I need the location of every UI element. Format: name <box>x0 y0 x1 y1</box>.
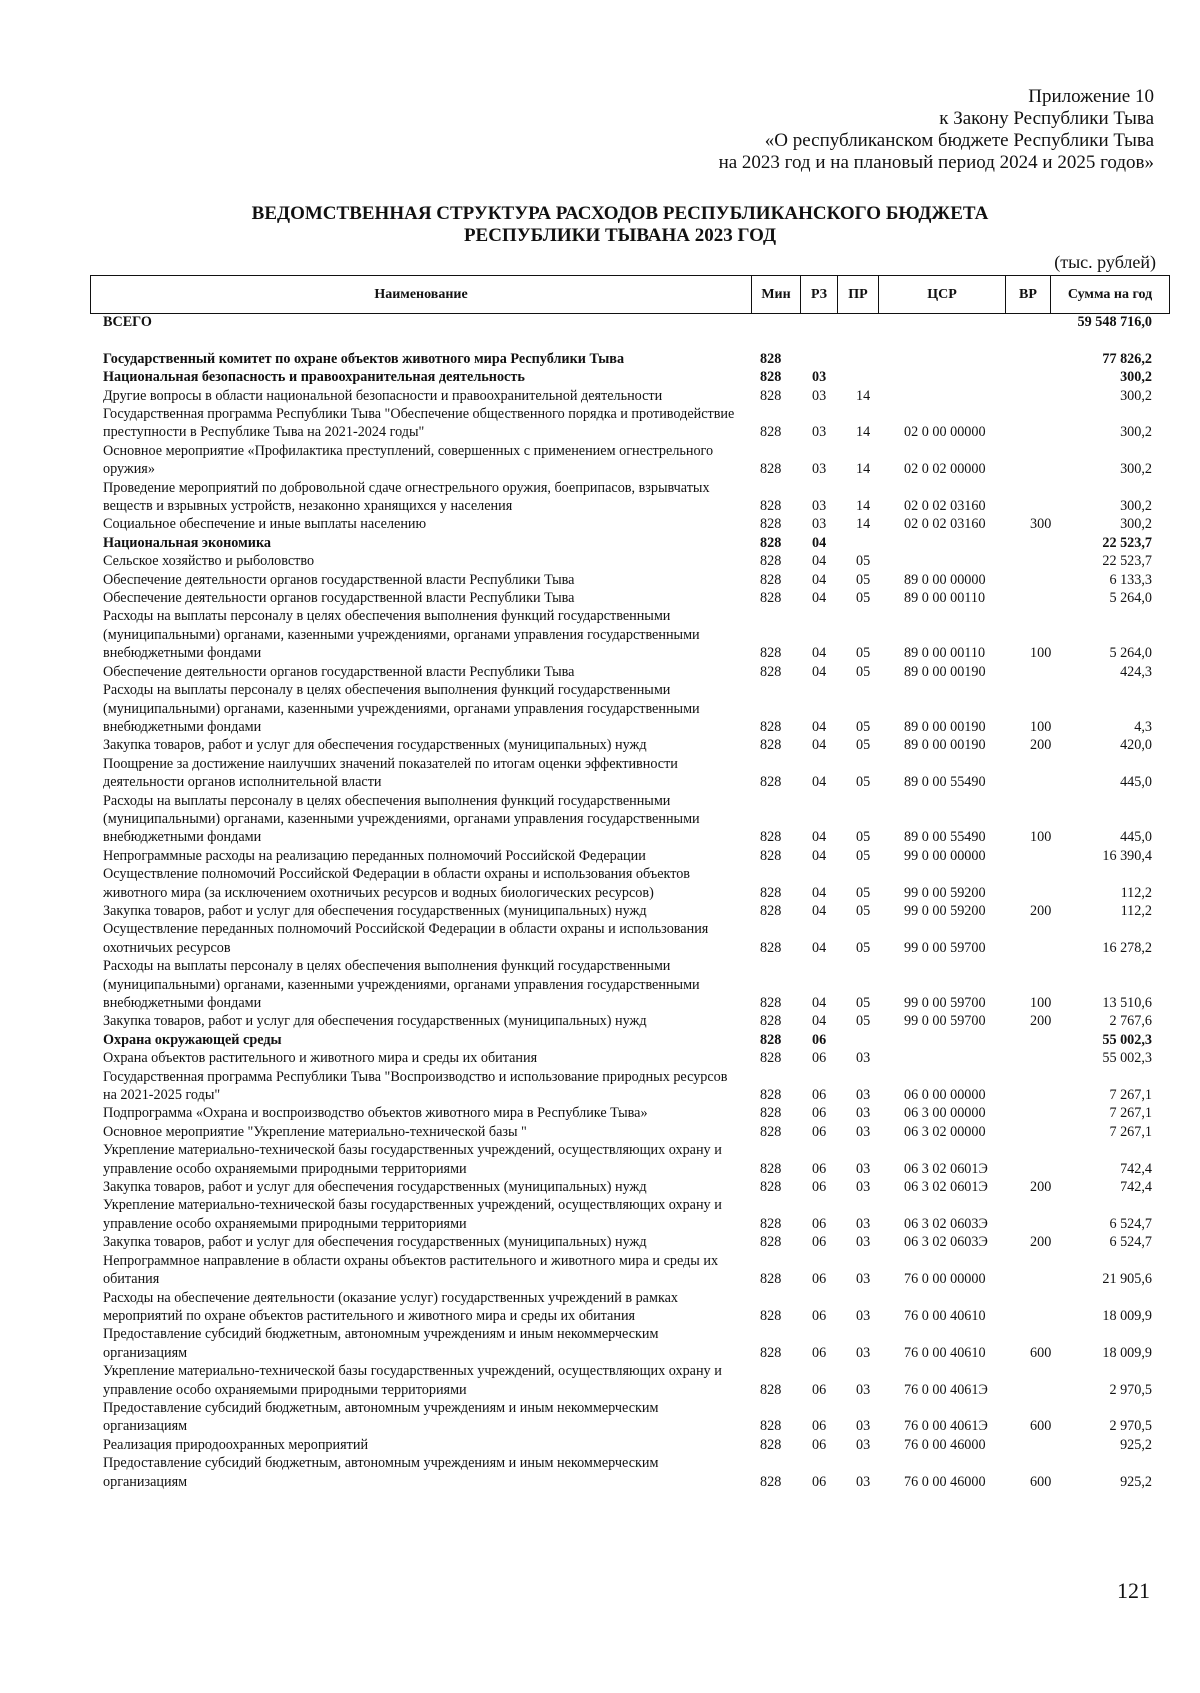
cell-rz: 06 <box>812 1344 827 1361</box>
cell-pr: 03 <box>856 1160 871 1177</box>
table-row <box>0 405 1200 442</box>
cell-min: 828 <box>760 1436 782 1453</box>
cell-name: Обеспечение деятельности органов государственной власти Республики Тыва <box>103 590 575 607</box>
cell-min: 828 <box>760 424 782 441</box>
cell-pr: 03 <box>856 1123 871 1140</box>
cell-min: 828 <box>760 1179 782 1196</box>
cell-csr: 99 0 00 59200 <box>904 884 986 901</box>
cell-sum: 5 264,0 <box>1109 590 1152 607</box>
table-row <box>0 1289 1200 1326</box>
cell-name: Расходы на выплаты персоналу в целях обеспечения выполнения функций государственными (муниципальными) органами, казенными учреждениями, органами управления государственными внебюджетными фондами <box>103 792 700 846</box>
table-row <box>0 755 1200 792</box>
cell-name: Обеспечение деятельности органов государственной власти Республики Тыва <box>103 663 575 680</box>
cell-min: 828 <box>760 902 782 919</box>
cell-csr: 06 3 02 0601Э <box>904 1160 988 1177</box>
cell-csr: 89 0 00 00190 <box>904 718 986 735</box>
table-row <box>0 1454 1200 1491</box>
cell-name: Укрепление материально-технической базы государственных учреждений, осуществляющих охрану и управление особо охраняемыми природными территориями <box>103 1197 722 1232</box>
appendix-line: Приложение 10 <box>1028 86 1154 107</box>
cell-csr: 02 0 00 00000 <box>904 424 986 441</box>
cell-rz: 06 <box>812 1473 827 1490</box>
cell-name: Расходы на выплаты персоналу в целях обеспечения выполнения функций государственными (муниципальными) органами, казенными учреждениями, органами управления государственными внебюджетными фондами <box>103 958 700 1012</box>
cell-name: Реализация природоохранных мероприятий <box>103 1436 369 1453</box>
cell-sum: 420,0 <box>1120 737 1152 754</box>
cell-name: Предоставление субсидий бюджетным, автономным учреждениям и иным некоммерческим организациям <box>103 1326 659 1361</box>
cell-csr: 02 0 02 03160 <box>904 498 986 515</box>
cell-pr: 05 <box>856 902 871 919</box>
table-row <box>0 1012 1200 1030</box>
cell-vr: 300 <box>1030 516 1052 533</box>
cell-pr: 03 <box>856 1215 871 1232</box>
cell-rz: 03 <box>812 369 827 386</box>
cell-sum: 2 970,5 <box>1109 1381 1152 1398</box>
header-pr: ПР <box>838 276 879 313</box>
cell-csr: 89 0 00 55490 <box>904 774 986 791</box>
cell-vr: 100 <box>1030 995 1052 1012</box>
cell-sum: 5 264,0 <box>1109 645 1152 662</box>
cell-csr: 99 0 00 59700 <box>904 939 986 956</box>
cell-rz: 04 <box>812 774 827 791</box>
table-row <box>0 607 1200 662</box>
cell-name: Укрепление материально-технической базы государственных учреждений, осуществляющих охрану и управление особо охраняемыми природными территориями <box>103 1142 722 1177</box>
table-row <box>0 1252 1200 1289</box>
cell-vr: 200 <box>1030 1179 1052 1196</box>
cell-csr: 02 0 02 03160 <box>904 516 986 533</box>
cell-csr: 89 0 00 55490 <box>904 829 986 846</box>
cell-vr: 200 <box>1030 1234 1052 1251</box>
table-row <box>0 368 1200 386</box>
cell-min: 828 <box>760 590 782 607</box>
cell-csr: 99 0 00 00000 <box>904 847 986 864</box>
cell-csr: 76 0 00 46000 <box>904 1473 986 1490</box>
cell-min: 828 <box>760 829 782 846</box>
cell-rz: 06 <box>812 1179 827 1196</box>
table-row <box>0 479 1200 516</box>
cell-min: 828 <box>760 1271 782 1288</box>
cell-sum: 59 548 716,0 <box>1077 314 1152 330</box>
cell-min: 828 <box>760 774 782 791</box>
cell-min: 828 <box>760 1105 782 1122</box>
cell-sum: 13 510,6 <box>1102 995 1152 1012</box>
cell-csr: 76 0 00 00000 <box>904 1271 986 1288</box>
document-title <box>0 203 1200 247</box>
cell-csr: 06 3 00 00000 <box>904 1105 986 1122</box>
cell-vr: 100 <box>1030 718 1052 735</box>
cell-name: Подпрограмма «Охрана и воспроизводство объектов животного мира в Республике Тыва» <box>103 1105 648 1122</box>
cell-csr: 99 0 00 59200 <box>904 902 986 919</box>
cell-min: 828 <box>760 1418 782 1435</box>
cell-rz: 04 <box>812 847 827 864</box>
cell-pr: 05 <box>856 645 871 662</box>
cell-name: Расходы на выплаты персоналу в целях обеспечения выполнения функций государственными (муниципальными) органами, казенными учреждениями, органами управления государственными внебюджетными фондами <box>103 682 700 735</box>
cell-csr: 76 0 00 40610 <box>904 1307 986 1324</box>
table-row <box>0 331 1200 349</box>
cell-pr: 03 <box>856 1344 871 1361</box>
cell-pr: 14 <box>856 387 871 404</box>
cell-name: Национальная безопасность и правоохранительная деятельность <box>103 369 525 386</box>
cell-rz: 06 <box>812 1215 827 1232</box>
table-row <box>0 515 1200 533</box>
cell-pr: 05 <box>856 737 871 754</box>
appendix-line: «О республиканском бюджете Республики Тыва <box>764 130 1154 151</box>
cell-min: 828 <box>760 1215 782 1232</box>
cell-name: Непрограммные расходы на реализацию переданных полномочий Российской Федерации <box>103 847 646 864</box>
cell-name: Охрана окружающей среды <box>103 1031 282 1048</box>
title-line: ВЕДОМСТВЕННАЯ СТРУКТУРА РАСХОДОВ РЕСПУБЛИКАНСКОГО БЮДЖЕТА <box>251 203 989 224</box>
cell-sum: 925,2 <box>1120 1473 1152 1490</box>
cell-rz: 06 <box>812 1381 827 1398</box>
table-row <box>0 1141 1200 1178</box>
cell-rz: 03 <box>812 387 827 404</box>
cell-rz: 06 <box>812 1436 827 1453</box>
cell-name: Сельское хозяйство и рыболовство <box>103 553 315 570</box>
cell-name: Основное мероприятие "Укрепление материально-технической базы " <box>103 1123 527 1140</box>
cell-rz: 04 <box>812 534 827 551</box>
cell-csr: 99 0 00 59700 <box>904 995 986 1012</box>
cell-csr: 89 0 00 00110 <box>904 590 986 607</box>
cell-name: Охрана объектов растительного и животного мира и среды их обитания <box>103 1050 538 1067</box>
cell-name: Другие вопросы в области национальной безопасности и правоохранительной деятельности <box>103 387 663 404</box>
cell-sum: 7 267,1 <box>1109 1087 1152 1104</box>
units-label: (тыс. рублей) <box>1054 252 1156 272</box>
cell-min: 828 <box>760 369 782 386</box>
cell-csr: 76 0 00 40610 <box>904 1344 986 1361</box>
table-row <box>0 736 1200 754</box>
cell-pr: 05 <box>856 1013 871 1030</box>
cell-min: 828 <box>760 350 782 367</box>
cell-pr: 03 <box>856 1179 871 1196</box>
table-row <box>0 1178 1200 1196</box>
cell-rz: 04 <box>812 884 827 901</box>
cell-name: Расходы на выплаты персоналу в целях обеспечения выполнения функций государственными (муниципальными) органами, казенными учреждениями, органами управления государственными внебюджетными фондами <box>103 608 700 662</box>
cell-sum: 300,2 <box>1120 498 1152 515</box>
cell-csr: 89 0 00 00190 <box>904 737 986 754</box>
table-row <box>0 1068 1200 1105</box>
cell-vr: 100 <box>1030 829 1052 846</box>
appendix-line: на 2023 год и на плановый период 2024 и 2025 годов» <box>718 152 1154 173</box>
cell-rz: 04 <box>812 663 827 680</box>
table-row <box>0 902 1200 920</box>
cell-name: Предоставление субсидий бюджетным, автономным учреждениям и иным некоммерческим организациям <box>103 1455 659 1490</box>
cell-vr: 100 <box>1030 645 1052 662</box>
cell-csr: 06 3 02 0601Э <box>904 1179 988 1196</box>
table-row <box>0 534 1200 552</box>
cell-min: 828 <box>760 995 782 1012</box>
cell-min: 828 <box>760 534 782 551</box>
cell-sum: 55 002,3 <box>1102 1031 1152 1048</box>
cell-name: ВСЕГО <box>103 314 152 330</box>
table-row <box>0 1233 1200 1251</box>
cell-min: 828 <box>760 571 782 588</box>
cell-vr: 600 <box>1030 1418 1052 1435</box>
cell-pr: 14 <box>856 461 871 478</box>
cell-name: Основное мероприятие «Профилактика преступлений, совершенных с применением огнестрельного оружия» <box>103 442 714 478</box>
cell-rz: 04 <box>812 995 827 1012</box>
cell-rz: 04 <box>812 590 827 607</box>
table-row <box>0 442 1200 479</box>
cell-rz: 04 <box>812 737 827 754</box>
cell-name: Укрепление материально-технической базы государственных учреждений, осуществляющих охрану и управление особо охраняемыми природными территориями <box>103 1363 722 1398</box>
cell-sum: 300,2 <box>1120 424 1152 441</box>
cell-rz: 04 <box>812 553 827 570</box>
table-row <box>0 957 1200 1012</box>
cell-sum: 6 524,7 <box>1109 1234 1152 1251</box>
cell-min: 828 <box>760 1307 782 1324</box>
cell-sum: 16 390,4 <box>1102 847 1152 864</box>
cell-sum: 445,0 <box>1120 774 1152 791</box>
cell-sum: 742,4 <box>1120 1179 1152 1196</box>
cell-sum: 16 278,2 <box>1102 939 1152 956</box>
cell-min: 828 <box>760 645 782 662</box>
cell-min: 828 <box>760 516 782 533</box>
cell-sum: 18 009,9 <box>1102 1307 1152 1324</box>
cell-sum: 6 133,3 <box>1109 571 1152 588</box>
cell-sum: 18 009,9 <box>1102 1344 1152 1361</box>
cell-min: 828 <box>760 461 782 478</box>
cell-sum: 112,2 <box>1120 902 1152 919</box>
cell-name: Закупка товаров, работ и услуг для обеспечения государственных (муниципальных) нужд <box>103 1234 647 1251</box>
cell-rz: 03 <box>812 461 827 478</box>
cell-csr: 06 3 02 0603Э <box>904 1215 988 1232</box>
cell-min: 828 <box>760 1031 782 1048</box>
cell-pr: 05 <box>856 995 871 1012</box>
cell-sum: 22 523,7 <box>1102 553 1152 570</box>
cell-csr: 89 0 00 00190 <box>904 663 986 680</box>
cell-pr: 05 <box>856 718 871 735</box>
cell-sum: 112,2 <box>1120 884 1152 901</box>
table-row <box>0 1031 1200 1049</box>
cell-csr: 89 0 00 00110 <box>904 645 986 662</box>
cell-min: 828 <box>760 1087 782 1104</box>
table-row <box>0 571 1200 589</box>
cell-sum: 300,2 <box>1120 461 1152 478</box>
cell-rz: 04 <box>812 939 827 956</box>
cell-csr: 76 0 00 4061Э <box>904 1418 988 1435</box>
table-body <box>0 313 1200 1491</box>
cell-vr: 600 <box>1030 1344 1052 1361</box>
appendix-header <box>719 86 1154 174</box>
cell-name: Осуществление переданных полномочий Российской Федерации в области охраны и использования охотничьих ресурсов <box>103 921 709 956</box>
cell-name: Проведение мероприятий по добровольной сдаче огнестрельного оружия, боеприпасов, взрывчатых веществ и взрывных устройств, незаконно хранящихся у населения <box>103 479 710 515</box>
cell-rz: 04 <box>812 571 827 588</box>
cell-pr: 05 <box>856 663 871 680</box>
cell-pr: 14 <box>856 424 871 441</box>
cell-sum: 7 267,1 <box>1109 1123 1152 1140</box>
cell-pr: 03 <box>856 1105 871 1122</box>
title-line: РЕСПУБЛИКИ ТЫВАНА 2023 ГОД <box>463 225 777 246</box>
cell-rz: 06 <box>812 1123 827 1140</box>
table-row <box>0 350 1200 368</box>
cell-min: 828 <box>760 1050 782 1067</box>
cell-pr: 03 <box>856 1050 871 1067</box>
cell-vr: 200 <box>1030 902 1052 919</box>
cell-vr: 600 <box>1030 1473 1052 1490</box>
cell-sum: 445,0 <box>1120 829 1152 846</box>
cell-rz: 03 <box>812 498 827 515</box>
table-row <box>0 663 1200 681</box>
cell-min: 828 <box>760 718 782 735</box>
cell-pr: 05 <box>856 571 871 588</box>
header-name: Наименование <box>91 276 752 313</box>
cell-min: 828 <box>760 1344 782 1361</box>
table-row <box>0 865 1200 902</box>
cell-rz: 06 <box>812 1271 827 1288</box>
cell-sum: 300,2 <box>1120 387 1152 404</box>
table-row <box>0 1436 1200 1454</box>
cell-sum: 7 267,1 <box>1109 1105 1152 1122</box>
cell-csr: 89 0 00 00000 <box>904 571 986 588</box>
table-row <box>0 1123 1200 1141</box>
cell-rz: 03 <box>812 424 827 441</box>
cell-sum: 2 767,6 <box>1109 1013 1152 1030</box>
table-row <box>0 847 1200 865</box>
header-min: Мин <box>752 276 801 313</box>
header-vr: ВР <box>1006 276 1051 313</box>
cell-name: Закупка товаров, работ и услуг для обеспечения государственных (муниципальных) нужд <box>103 737 647 754</box>
cell-rz: 06 <box>812 1050 827 1067</box>
cell-name: Предоставление субсидий бюджетным, автономным учреждениям и иным некоммерческим организациям <box>103 1399 659 1435</box>
cell-name: Социальное обеспечение и иные выплаты населению <box>103 516 427 533</box>
cell-pr: 05 <box>856 553 871 570</box>
cell-csr: 76 0 00 46000 <box>904 1436 986 1453</box>
cell-pr: 14 <box>856 516 871 533</box>
cell-pr: 05 <box>856 774 871 791</box>
cell-sum: 300,2 <box>1120 516 1152 533</box>
cell-min: 828 <box>760 1160 782 1177</box>
cell-rz: 04 <box>812 645 827 662</box>
cell-pr: 03 <box>856 1418 871 1435</box>
header-rz: РЗ <box>801 276 838 313</box>
cell-rz: 06 <box>812 1105 827 1122</box>
cell-vr: 200 <box>1030 737 1052 754</box>
cell-sum: 742,4 <box>1120 1160 1152 1177</box>
cell-min: 828 <box>760 1013 782 1030</box>
cell-sum: 300,2 <box>1120 369 1152 386</box>
cell-min: 828 <box>760 1123 782 1140</box>
cell-rz: 06 <box>812 1160 827 1177</box>
table-row <box>0 313 1200 331</box>
cell-sum: 22 523,7 <box>1102 534 1152 551</box>
cell-name: Обеспечение деятельности органов государственной власти Республики Тыва <box>103 571 575 588</box>
cell-sum: 55 002,3 <box>1102 1050 1152 1067</box>
table-row <box>0 1196 1200 1233</box>
cell-min: 828 <box>760 1473 782 1490</box>
header-csr: ЦСР <box>879 276 1006 313</box>
cell-csr: 06 3 02 00000 <box>904 1123 986 1140</box>
cell-min: 828 <box>760 939 782 956</box>
cell-rz: 04 <box>812 902 827 919</box>
cell-csr: 02 0 02 00000 <box>904 461 986 478</box>
cell-pr: 03 <box>856 1473 871 1490</box>
cell-pr: 05 <box>856 939 871 956</box>
cell-name: Осуществление полномочий Российской Федерации в области охраны и использования объектов животного мира (за исключением охотничьих ресурсов и водных биологических ресурсов) <box>103 866 690 901</box>
cell-name: Расходы на обеспечение деятельности (оказание услуг) государственных учреждений в рамках мероприятий по охране объектов растительного и животного мира и среды их обитания <box>103 1289 679 1324</box>
cell-pr: 05 <box>856 829 871 846</box>
cell-name: Национальная экономика <box>103 534 272 551</box>
cell-vr: 200 <box>1030 1013 1052 1030</box>
cell-rz: 06 <box>812 1418 827 1435</box>
cell-min: 828 <box>760 553 782 570</box>
cell-rz: 04 <box>812 718 827 735</box>
cell-name: Государственная программа Республики Тыва "Обеспечение общественного порядка и противодействие преступности в Республике Тыва на 2021-2024 годы" <box>103 406 735 441</box>
cell-name: Поощрение за достижение наилучших значений показателей по итогам оценки эффективности деятельности органов исполнительной власти <box>103 755 678 791</box>
cell-sum: 21 905,6 <box>1102 1271 1152 1288</box>
cell-pr: 05 <box>856 847 871 864</box>
cell-pr: 03 <box>856 1436 871 1453</box>
page-number: 121 <box>1117 1578 1150 1603</box>
cell-name: Государственный комитет по охране объектов животного мира Республики Тыва <box>103 350 625 367</box>
cell-min: 828 <box>760 1234 782 1251</box>
header-sum: Сумма на год <box>1067 286 1153 302</box>
cell-csr: 99 0 00 59700 <box>904 1013 986 1030</box>
cell-name: Закупка товаров, работ и услуг для обеспечения государственных (муниципальных) нужд <box>103 1179 647 1196</box>
cell-pr: 14 <box>856 498 871 515</box>
table-row <box>0 552 1200 570</box>
cell-csr: 76 0 00 4061Э <box>904 1381 988 1398</box>
cell-name: Закупка товаров, работ и услуг для обеспечения государственных (муниципальных) нужд <box>103 1013 647 1030</box>
table-row <box>0 1325 1200 1362</box>
cell-rz: 06 <box>812 1087 827 1104</box>
cell-sum: 2 970,5 <box>1109 1418 1152 1435</box>
cell-min: 828 <box>760 884 782 901</box>
cell-sum: 6 524,7 <box>1109 1215 1152 1232</box>
table-row <box>0 681 1200 736</box>
cell-sum: 925,2 <box>1120 1436 1152 1453</box>
cell-sum: 77 826,2 <box>1102 350 1152 367</box>
cell-pr: 05 <box>856 884 871 901</box>
cell-name: Непрограммное направление в области охраны объектов растительного и животного мира и среды их обитания <box>103 1252 719 1288</box>
cell-min: 828 <box>760 498 782 515</box>
table-row <box>0 1049 1200 1067</box>
cell-pr: 03 <box>856 1381 871 1398</box>
table-row <box>0 1362 1200 1399</box>
cell-pr: 03 <box>856 1307 871 1324</box>
cell-rz: 04 <box>812 1013 827 1030</box>
cell-name: Государственная программа Республики Тыва "Воспроизводство и использование природных ресурсов на 2021-2025 годы" <box>103 1068 728 1104</box>
table-row <box>0 920 1200 957</box>
table-row <box>0 1104 1200 1122</box>
cell-rz: 03 <box>812 516 827 533</box>
table-row <box>0 589 1200 607</box>
cell-min: 828 <box>760 1381 782 1398</box>
table-row <box>0 1399 1200 1436</box>
cell-rz: 06 <box>812 1307 827 1324</box>
cell-csr: 06 0 00 00000 <box>904 1087 986 1104</box>
cell-pr: 03 <box>856 1087 871 1104</box>
cell-min: 828 <box>760 737 782 754</box>
cell-min: 828 <box>760 387 782 404</box>
cell-rz: 06 <box>812 1234 827 1251</box>
cell-pr: 03 <box>856 1234 871 1251</box>
cell-min: 828 <box>760 663 782 680</box>
cell-pr: 05 <box>856 590 871 607</box>
table-row <box>0 387 1200 405</box>
cell-csr: 06 3 02 0603Э <box>904 1234 988 1251</box>
appendix-line: к Закону Республики Тыва <box>939 108 1154 129</box>
cell-rz: 06 <box>812 1031 827 1048</box>
cell-name: Закупка товаров, работ и услуг для обеспечения государственных (муниципальных) нужд <box>103 902 647 919</box>
table-header <box>90 275 1170 314</box>
cell-sum: 424,3 <box>1120 663 1152 680</box>
table-row <box>0 792 1200 847</box>
cell-min: 828 <box>760 847 782 864</box>
cell-sum: 4,3 <box>1134 718 1152 735</box>
cell-rz: 04 <box>812 829 827 846</box>
cell-pr: 03 <box>856 1271 871 1288</box>
